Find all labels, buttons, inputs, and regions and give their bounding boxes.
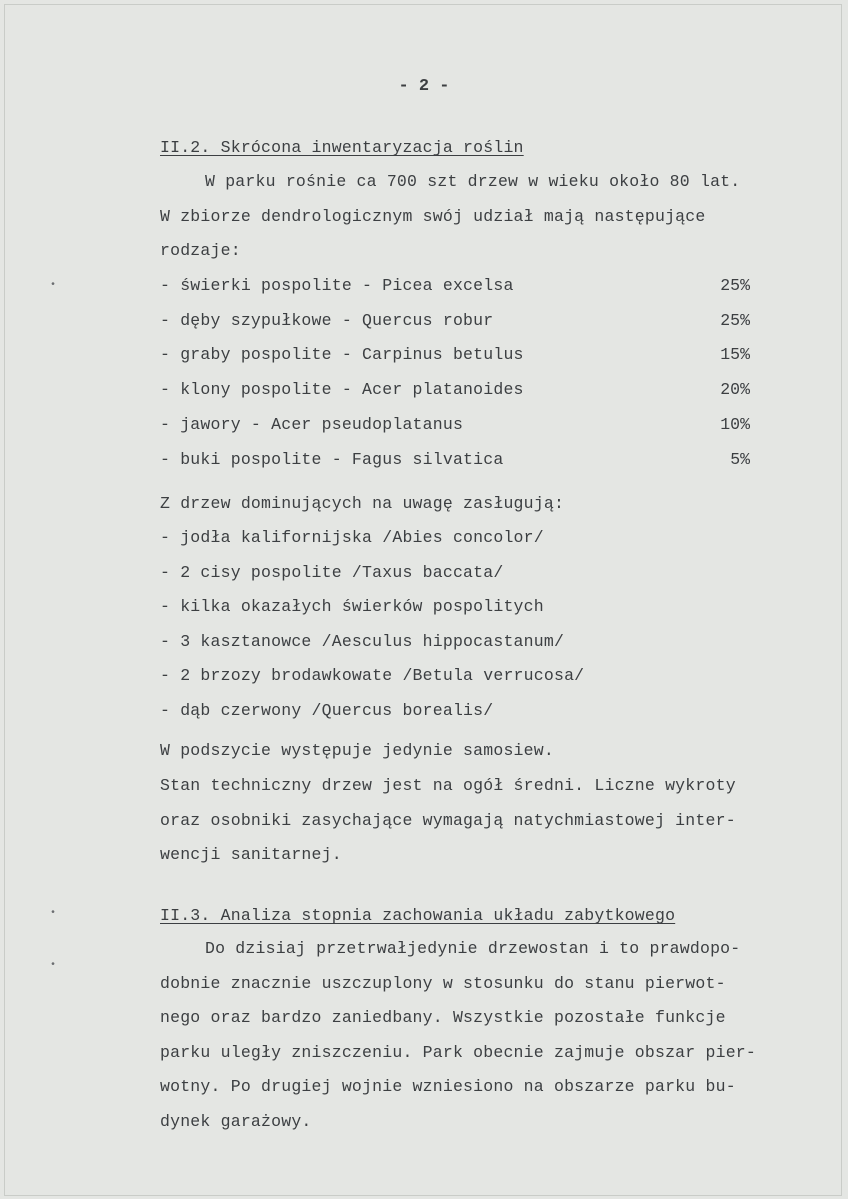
intro-line: W zbiorze dendrologicznym swój udział mają następujące	[160, 207, 706, 226]
species-item: - klony pospolite - Acer platanoides	[160, 380, 524, 399]
intro-line: rodzaje:	[160, 241, 241, 260]
species-percent: 25%	[720, 276, 750, 295]
closing-line: W podszycie występuje jedynie samosiew.	[160, 741, 554, 760]
species-item: - graby pospolite - Carpinus betulus	[160, 345, 524, 364]
species-item: - dęby szypułkowe - Quercus robur	[160, 311, 494, 330]
species-percent: 5%	[730, 450, 750, 469]
analysis-line: dobnie znacznie uszczuplony w stosunku do stanu pierwot-	[160, 974, 726, 993]
dominant-item: - kilka okazałych świerków pospolitych	[160, 597, 544, 616]
dominant-item: - dąb czerwony /Quercus borealis/	[160, 701, 494, 720]
species-percent: 15%	[720, 345, 750, 364]
margin-mark: •	[50, 908, 57, 919]
analysis-line: dynek garażowy.	[160, 1112, 312, 1131]
closing-line: Stan techniczny drzew jest na ogół średni. Liczne wykroty	[160, 776, 736, 795]
analysis-line: parku uległy zniszczeniu. Park obecnie zajmuje obszar pier-	[160, 1043, 756, 1062]
dominant-item: - 2 brzozy brodawkowate /Betula verrucosa/	[160, 666, 585, 685]
species-item: - jawory - Acer pseudoplatanus	[160, 415, 464, 434]
section-heading-analysis: II.3. Analiza stopnia zachowania układu zabytkowego	[160, 906, 676, 925]
analysis-line: nego oraz bardzo zaniedbany. Wszystkie pozostałe funkcje	[160, 1008, 726, 1027]
closing-line: wencji sanitarnej.	[160, 845, 342, 864]
analysis-line: wotny. Po drugiej wojnie wzniesiono na obszarze parku bu-	[160, 1077, 736, 1096]
analysis-line: Do dzisiaj przetrwałjedynie drzewostan i to prawdopo-	[205, 939, 741, 958]
intro-line: W parku rośnie ca 700 szt drzew w wieku około 80 lat.	[205, 172, 741, 191]
species-item: - świerki pospolite - Picea excelsa	[160, 276, 514, 295]
page-number: - 2 -	[398, 77, 450, 96]
dominant-item: - 2 cisy pospolite /Taxus baccata/	[160, 563, 504, 582]
dominant-item: - 3 kasztanowce /Aesculus hippocastanum/	[160, 632, 565, 651]
margin-mark: •	[50, 960, 57, 971]
species-percent: 25%	[720, 311, 750, 330]
margin-mark: •	[50, 280, 57, 291]
section-heading-inventory: II.2. Skrócona inwentaryzacja roślin	[160, 138, 524, 157]
closing-line: oraz osobniki zasychające wymagają natychmiastowej inter-	[160, 811, 736, 830]
species-item: - buki pospolite - Fagus silvatica	[160, 450, 504, 469]
species-percent: 10%	[720, 415, 750, 434]
dominant-item: - jodła kalifornijska /Abies concolor/	[160, 528, 544, 547]
dominant-intro: Z drzew dominujących na uwagę zasługują:	[160, 494, 565, 513]
species-percent: 20%	[720, 380, 750, 399]
